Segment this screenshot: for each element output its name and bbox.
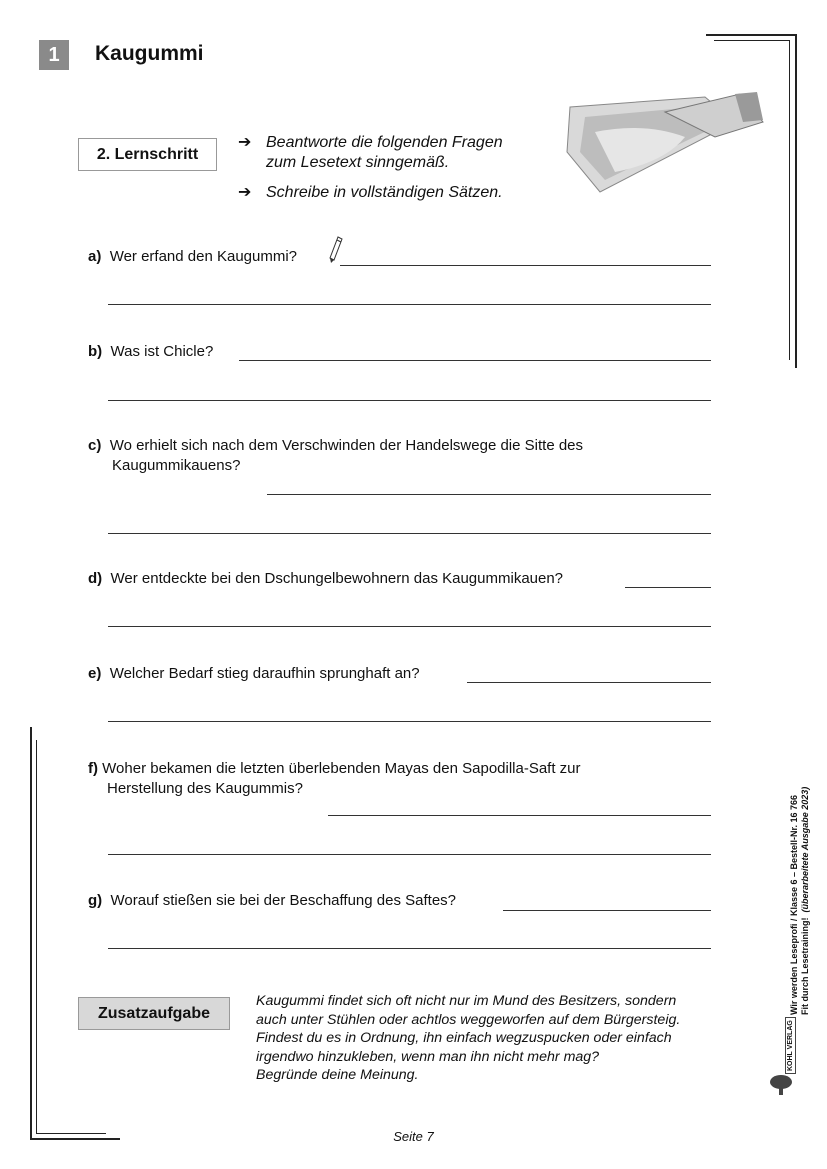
extra-text-line: auch unter Stühlen oder achtlos weggeworfen auf dem Bürgersteig. xyxy=(256,1011,681,1028)
question-g xyxy=(88,891,456,911)
instruction-2 xyxy=(238,183,503,203)
question-letter: f) xyxy=(88,760,98,777)
question-letter: a) xyxy=(88,248,102,265)
question-text: Was ist Chicle? xyxy=(110,343,214,360)
question-c xyxy=(88,436,583,476)
sidebar-note: (überarbeitete Ausgabe 2023) xyxy=(800,786,810,913)
frame-right-1 xyxy=(795,34,797,368)
answer-line-a-1[interactable] xyxy=(340,265,711,266)
frame-top-right-2 xyxy=(714,40,790,41)
page-title: Kaugummi xyxy=(95,42,204,65)
question-letter: d) xyxy=(88,570,103,587)
question-letter: c) xyxy=(88,437,102,454)
page-number: Seite 7 xyxy=(393,1129,434,1144)
answer-line-b-2[interactable] xyxy=(108,400,711,401)
frame-left-1 xyxy=(30,727,32,1139)
question-text-line-2: Herstellung des Kaugummis? xyxy=(107,780,303,797)
frame-top-right-1 xyxy=(706,34,796,36)
answer-line-c-2[interactable] xyxy=(108,533,711,534)
arrow-right-icon: ➔ xyxy=(238,184,252,201)
extra-text-line: Findest du es in Ordnung, ihn einfach wegzuspucken oder einfach xyxy=(256,1030,672,1046)
publisher-logo xyxy=(769,1020,795,1096)
chapter-number: 1 xyxy=(39,40,69,70)
step-label: 2. Lernschritt xyxy=(78,138,217,171)
question-e xyxy=(88,664,420,684)
publisher-sidebar xyxy=(789,675,811,1015)
arrow-right-icon: ➔ xyxy=(238,134,252,151)
answer-line-e-2[interactable] xyxy=(108,721,711,722)
chewing-gum-image xyxy=(565,92,765,197)
answer-line-d-1[interactable] xyxy=(625,587,711,588)
publisher-name: KOHL VERLAG xyxy=(785,1017,796,1074)
extra-text-line: irgendwo hinzukleben, wenn man ihn nicht mehr mag? xyxy=(256,1048,600,1065)
question-b xyxy=(88,342,213,362)
frame-right-2 xyxy=(789,40,790,360)
answer-line-g-1[interactable] xyxy=(503,910,711,911)
sidebar-line-2: Fit durch Lesetraining! xyxy=(800,917,810,1015)
extra-text-line: Begründe deine Meinung. xyxy=(256,1067,419,1083)
answer-line-d-2[interactable] xyxy=(108,626,711,627)
extra-task-text xyxy=(256,992,726,1085)
question-text: Woher bekamen die letzten überlebenden Mayas den Sapodilla-Saft zur xyxy=(102,760,581,777)
instruction-1-line-2: zum Lesetext sinngemäß. xyxy=(266,154,450,171)
instruction-1 xyxy=(238,133,503,173)
answer-line-f-2[interactable] xyxy=(108,854,711,855)
answer-line-e-1[interactable] xyxy=(467,682,711,683)
pencil-icon xyxy=(329,236,343,264)
question-letter: e) xyxy=(88,665,102,682)
extra-text-line: Kaugummi findet sich oft nicht nur im Mund des Besitzers, sondern xyxy=(256,993,677,1009)
answer-line-b-1[interactable] xyxy=(239,360,711,361)
answer-line-f-1[interactable] xyxy=(328,815,711,816)
question-d xyxy=(88,569,563,589)
instruction-2-line-1: Schreibe in vollständigen Sätzen. xyxy=(266,184,503,201)
question-text: Worauf stießen sie bei der Beschaffung des Saftes? xyxy=(110,892,456,909)
question-letter: b) xyxy=(88,343,103,360)
extra-task-label: Zusatzaufgabe xyxy=(78,997,230,1030)
question-a xyxy=(88,247,297,267)
sidebar-line-1: Wir werden Leseprofi / Klasse 6 – Bestell-Nr. 16 766 xyxy=(789,794,799,1015)
frame-left-2 xyxy=(36,740,37,1133)
instruction-1-line-1: Beantworte die folgenden Fragen xyxy=(266,134,503,151)
question-text: Wo erhielt sich nach dem Verschwinden der Handelswege die Sitte des xyxy=(109,437,584,454)
question-f xyxy=(88,759,581,799)
question-text-line-2: Kaugummikauens? xyxy=(112,457,241,474)
answer-line-g-2[interactable] xyxy=(108,948,711,949)
question-text: Welcher Bedarf stieg daraufhin sprunghaft an? xyxy=(109,665,420,682)
tree-logo-icon xyxy=(769,1074,793,1096)
question-text: Wer entdeckte bei den Dschungelbewohnern das Kaugummikauen? xyxy=(110,570,564,587)
question-letter: g) xyxy=(88,892,103,909)
question-text: Wer erfand den Kaugummi? xyxy=(109,248,298,265)
answer-line-a-2[interactable] xyxy=(108,304,711,305)
answer-line-c-1[interactable] xyxy=(267,494,711,495)
